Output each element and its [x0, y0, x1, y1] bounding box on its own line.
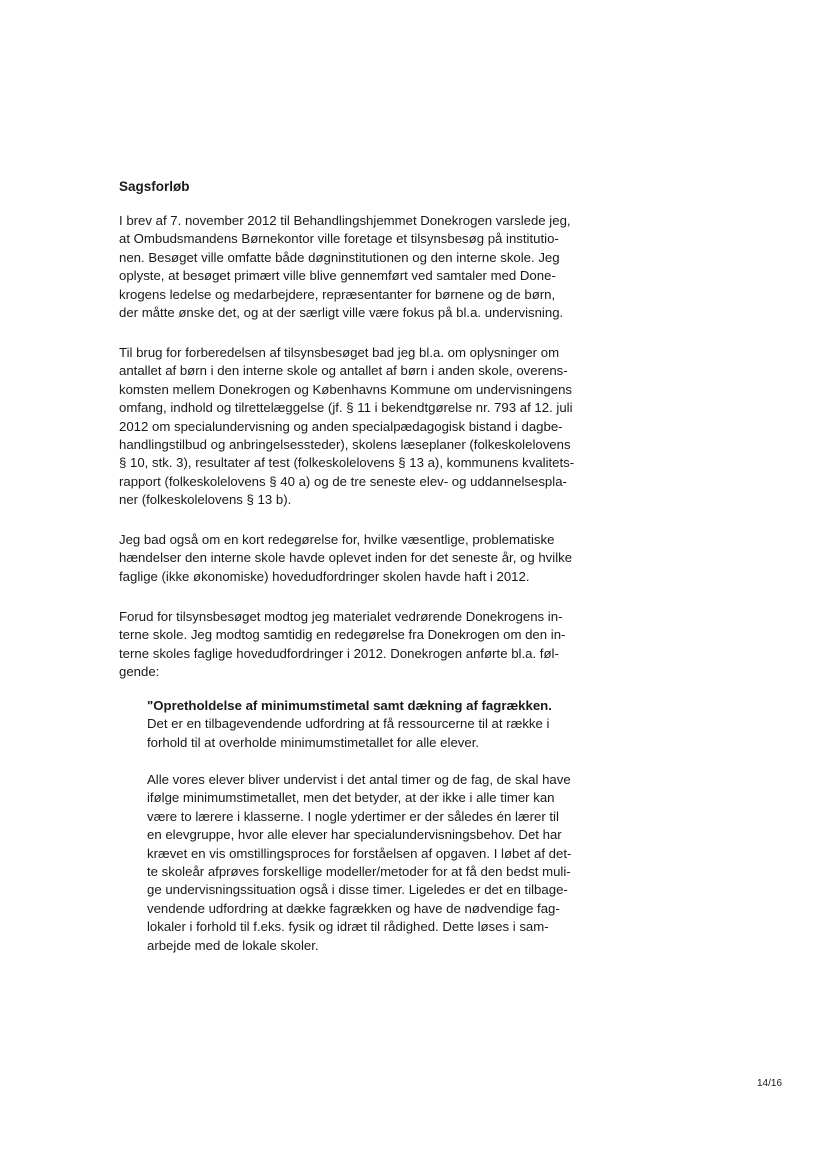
text-line: krogens ledelse og medarbejdere, repræsentanter for børnene og de børn,	[119, 286, 556, 302]
paragraph-visit-notice	[119, 212, 589, 322]
text-line: være to lærere i klasserne. I nogle ydertimer er der således én lærer til	[147, 808, 559, 824]
text-line: komsten mellem Donekrogen og Københavns Kommune om undervisningens	[119, 381, 573, 397]
text-line: en elevgruppe, hvor alle elever har specialundervisningsbehov. Det har	[147, 827, 562, 843]
paragraph-information-request	[119, 344, 589, 510]
text-line: rapport (folkeskolelovens § 40 a) og de tre seneste elev- og uddannelsespla-	[119, 473, 567, 489]
text-line: at Ombudsmandens Børnekontor ville foretage et tilsynsbesøg på institutio-	[119, 231, 559, 247]
text-line: gende:	[119, 664, 160, 680]
quote-first-paragraph	[147, 697, 592, 752]
text-line: arbejde med de lokale skoler.	[147, 937, 319, 953]
text-line: nen. Besøget ville omfatte både døgninstitutionen og den interne skole. Jeg	[119, 249, 560, 265]
text-line: Til brug for forberedelsen af tilsynsbesøget bad jeg bl.a. om oplysninger om	[119, 345, 560, 360]
text-line: der måtte ønske det, og at der særligt ville være fokus på bl.a. undervisning.	[119, 305, 564, 321]
text-line: Forud for tilsynsbesøget modtog jeg materialet vedrørende Donekrogens in-	[119, 609, 563, 624]
text-line: Alle vores elever bliver undervist i det antal timer og de fag, de skal have	[147, 772, 571, 787]
text-line: I brev af 7. november 2012 til Behandlingshjemmet Donekrogen varslede jeg,	[119, 213, 571, 228]
text-line: handlingstilbud og anbringelsessteder), skolens læseplaner (folkeskolelovens	[119, 437, 571, 453]
text-line: hændelser den interne skole havde oplevet inden for det seneste år, og hvilke	[119, 550, 573, 566]
text-line: Det er en tilbagevendende udfordring at få ressourcerne til at række i	[147, 716, 550, 732]
text-line: omfang, indhold og tilrettelæggelse (jf. § 11 i bekendtgørelse nr. 793 af 12. juli	[119, 400, 573, 416]
text-line: ifølge minimumstimetallet, men det betyder, at der ikke i alle timer kan	[147, 790, 555, 806]
text-line: terne skoles faglige hovedudfordringer i 2012. Donekrogen anførte bl.a. føl-	[119, 645, 559, 661]
text-line: krævet en vis omstillingsproces for forståelsen af opgaven. I løbet af det-	[147, 845, 572, 861]
text-line: oplyste, at besøget primært ville blive gennemført ved samtaler med Done-	[119, 268, 556, 284]
text-line: 2012 om specialundervisning og anden specialpædagogisk bistand i dagbe-	[119, 418, 563, 434]
section-heading: Sagsforløb	[119, 179, 190, 194]
text-line: faglige (ikke økonomiske) hovedudfordringer skolen havde haft i 2012.	[119, 568, 530, 584]
text-line: terne skole. Jeg modtog samtidig en redegørelse fra Donekrogen om den in-	[119, 627, 566, 643]
text-line: lokaler i forhold til f.eks. fysik og idræt til rådighed. Dette løses i sam-	[147, 919, 549, 935]
paragraph-incidents-request	[119, 531, 589, 586]
text-line: ge undervisningssituation også i disse timer. Ligeledes er det en tilbage-	[147, 882, 568, 898]
paragraph-material-received	[119, 608, 589, 682]
text-line: ner (folkeskolelovens § 13 b).	[119, 492, 292, 508]
quote-second-paragraph	[147, 771, 592, 955]
text-line: antallet af børn i den interne skole og antallet af børn i anden skole, overens-	[119, 363, 568, 379]
text-line: forhold til at overholde minimumstimetallet for alle elever.	[147, 734, 480, 750]
page-number: 14/16	[757, 1078, 783, 1089]
text-line: § 10, stk. 3), resultater af test (folkeskolelovens § 13 a), kommunens kvalitets-	[119, 455, 575, 471]
text-line: vendende udfordring at dække fagrækken og have de nødvendige fag-	[147, 900, 560, 916]
text-line: Jeg bad også om en kort redegørelse for, hvilke væsentlige, problematiske	[119, 532, 555, 547]
quote-heading: "Opretholdelse af minimumstimetal samt dækning af fagrækken.	[147, 698, 552, 713]
text-line: te skoleår afprøves forskellige modeller/metoder for at få den bedst muli-	[147, 864, 571, 880]
